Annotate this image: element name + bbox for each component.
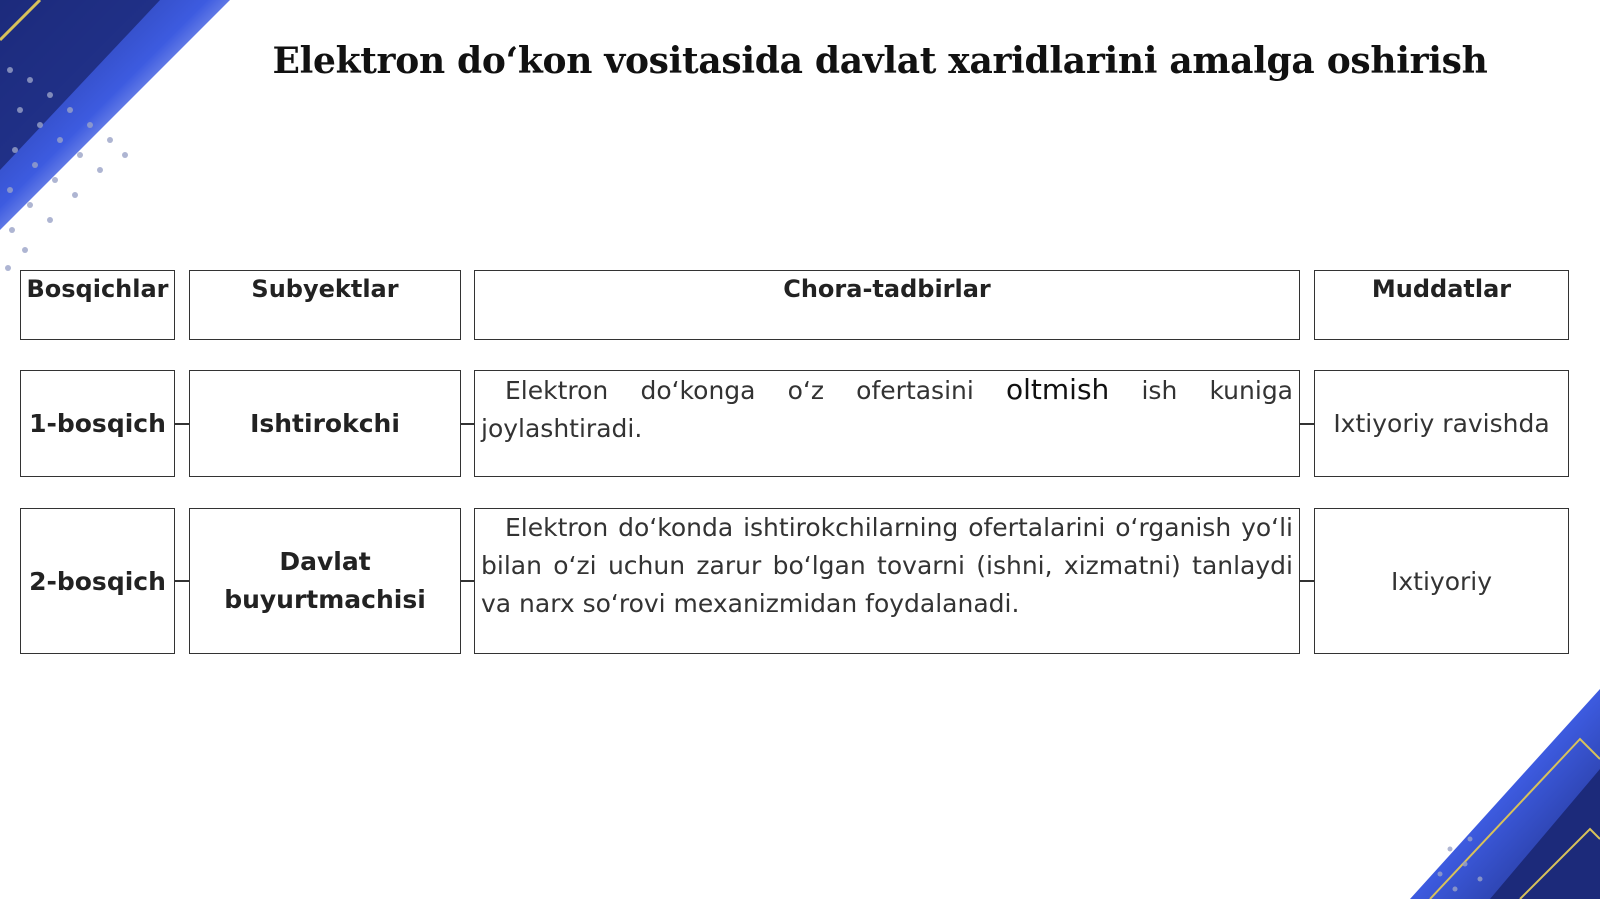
row2-action [474,508,1300,654]
row2-subject [189,508,461,654]
row2-stage-label: 2-bosqich [29,566,166,596]
header-subject [189,270,461,340]
row1-connector-1 [175,423,189,425]
header-action [474,270,1300,340]
header-stage-label: Bosqichlar [26,275,169,303]
row2-connector-1 [175,580,189,582]
row1-stage-label: 1-bosqich [29,409,166,438]
header-term-label: Muddatlar [1371,275,1512,303]
slide-title: Elektron do‘kon vositasida davlat xaridlarini amalga oshirish [272,40,1488,82]
row2-term [1314,508,1569,654]
row1-term [1314,370,1569,477]
row1-action-emphasis: oltmish [1006,373,1110,406]
row2-term-label: Ixtiyoriy [1390,566,1493,596]
row2-action-text: Elektron do‘konda ishtirokchilarning ofertalarini o‘rganish yo‘li bilan o‘zi uchun zarur bo‘lgan tovarni (ishni, xizmatni) tanlaydi va narx so‘rovi mexanizmidan foydalanadi. [481,513,1293,618]
row1-term-label: Ixtiyoriy ravishda [1333,409,1550,438]
header-subject-label: Subyektlar [251,275,399,303]
row1-action-part1: Elektron do‘konga o‘z ofertasini [505,376,974,405]
row2-connector-3 [1300,580,1314,582]
header-action-label: Chora-tadbirlar [783,275,991,303]
row1-action [474,370,1300,477]
row1-connector-3 [1300,423,1314,425]
row1-connector-2 [461,423,474,425]
corner-decoration-bottom-right [1320,649,1600,899]
header-term [1314,270,1569,340]
row1-action-part2: ish kuniga joylashtiradi. [481,376,1294,443]
row1-subject [189,370,461,477]
row2-connector-2 [461,580,474,582]
row1-stage [20,370,175,477]
row2-subject-label: Davlat buyurtmachisi [224,547,426,614]
header-stage [20,270,175,340]
row1-subject-label: Ishtirokchi [250,409,400,438]
row2-stage [20,508,175,654]
